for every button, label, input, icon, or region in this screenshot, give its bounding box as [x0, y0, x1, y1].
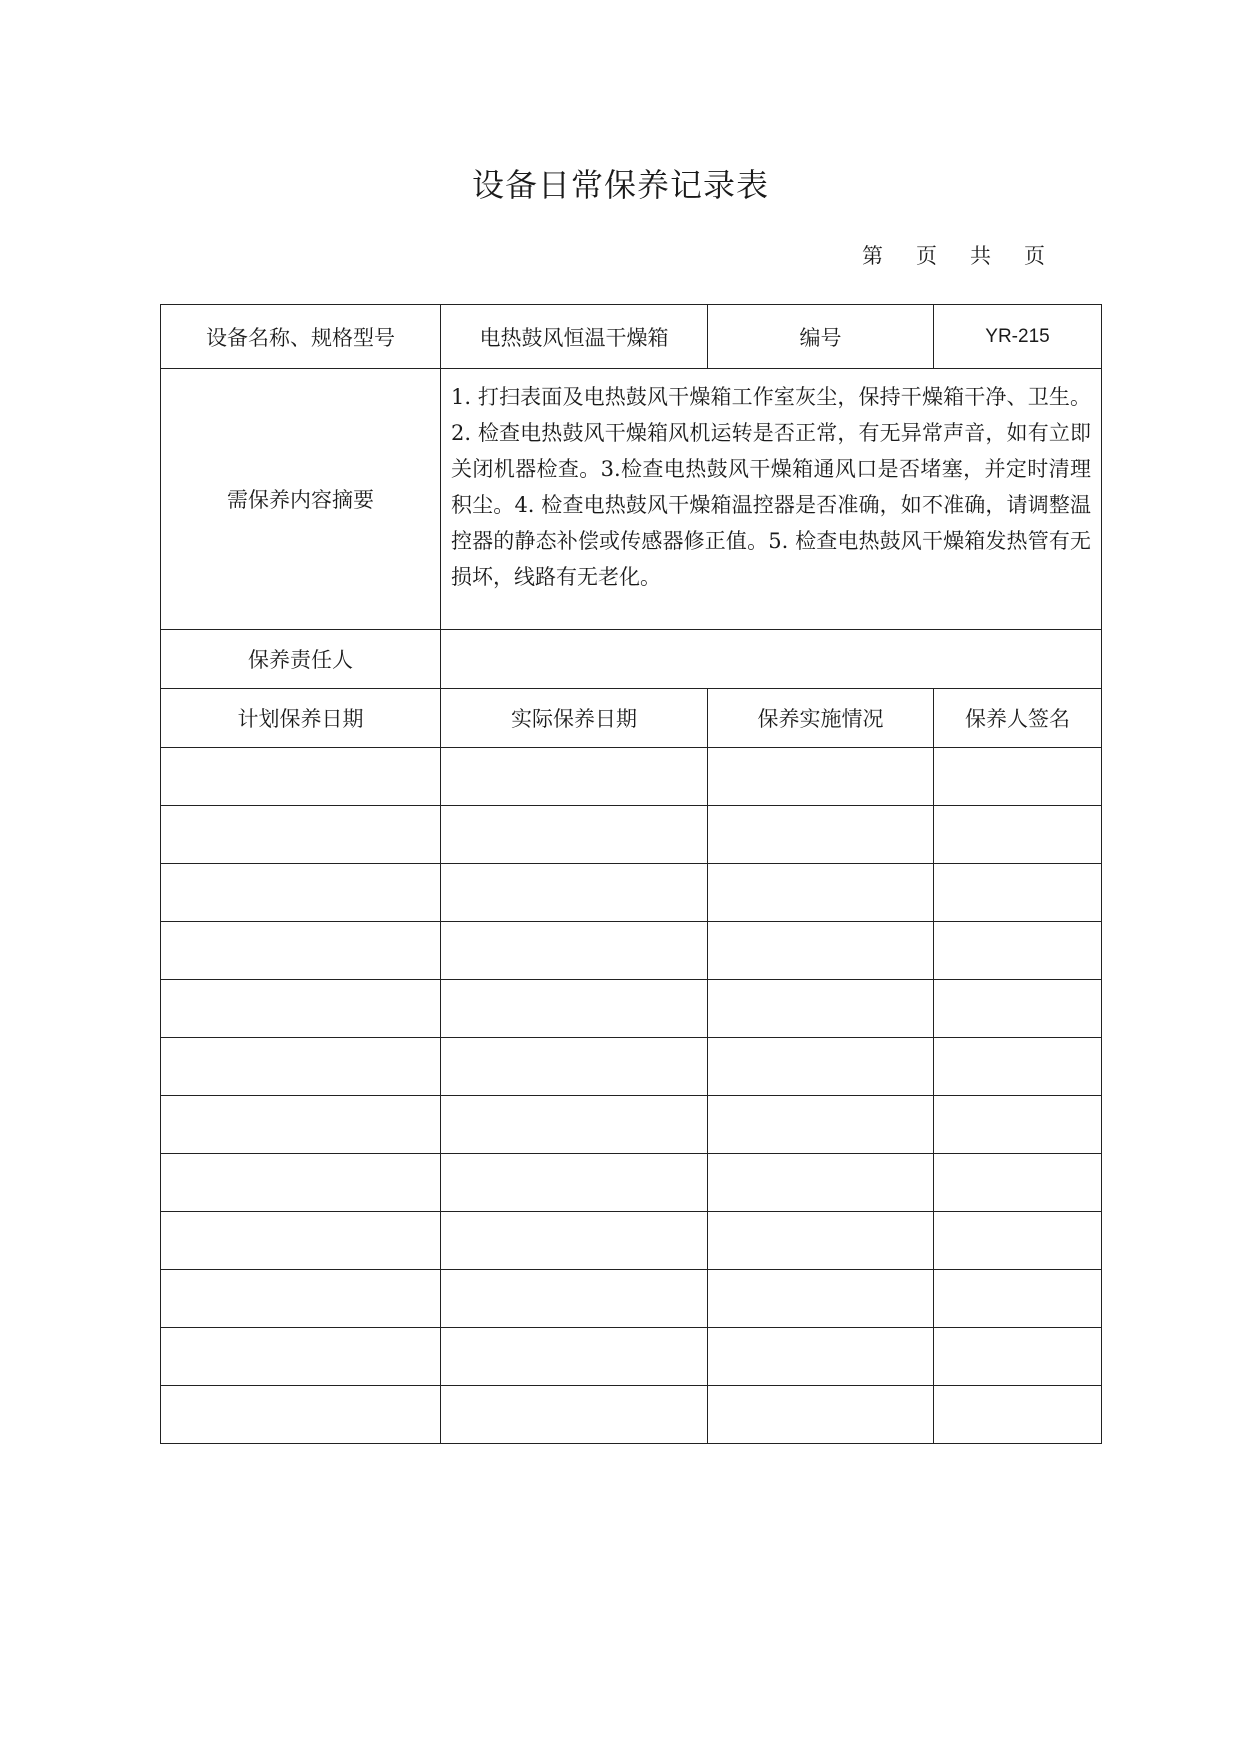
actual-date-cell[interactable]: [441, 1328, 708, 1386]
signature-cell[interactable]: [934, 806, 1102, 864]
page-counter-ye1: 页: [916, 244, 937, 268]
signature-cell[interactable]: [934, 1154, 1102, 1212]
implementation-cell[interactable]: [708, 1328, 934, 1386]
planned-date-cell[interactable]: [161, 1212, 441, 1270]
actual-date-cell[interactable]: [441, 748, 708, 806]
table-row: [161, 1328, 1102, 1386]
implementation-cell[interactable]: [708, 806, 934, 864]
implementation-cell[interactable]: [708, 1386, 934, 1444]
implementation-cell[interactable]: [708, 1038, 934, 1096]
planned-date-cell[interactable]: [161, 864, 441, 922]
planned-date-cell[interactable]: [161, 1270, 441, 1328]
signature-cell[interactable]: [934, 864, 1102, 922]
implementation-cell[interactable]: [708, 1154, 934, 1212]
signature-cell[interactable]: [934, 1212, 1102, 1270]
column-header-row: [161, 689, 1102, 748]
actual-date-cell[interactable]: [441, 1212, 708, 1270]
responsible-label: 保养责任人: [161, 630, 441, 689]
maintenance-record-table: [160, 304, 1102, 1444]
implementation-cell[interactable]: [708, 1096, 934, 1154]
col-actual-date: 实际保养日期: [441, 689, 708, 748]
signature-cell[interactable]: [934, 1386, 1102, 1444]
page-counter: [862, 240, 1045, 270]
summary-label: 需保养内容摘要: [161, 369, 441, 630]
equipment-row: [161, 305, 1102, 369]
col-signature: 保养人签名: [934, 689, 1102, 748]
equipment-label: 设备名称、规格型号: [161, 305, 441, 369]
signature-cell[interactable]: [934, 1096, 1102, 1154]
signature-cell[interactable]: [934, 1270, 1102, 1328]
planned-date-cell[interactable]: [161, 1096, 441, 1154]
code-value[interactable]: YR-215: [934, 305, 1102, 369]
planned-date-cell[interactable]: [161, 1154, 441, 1212]
actual-date-cell[interactable]: [441, 1038, 708, 1096]
table-row: [161, 864, 1102, 922]
page-title: 设备日常保养记录表: [471, 166, 769, 204]
code-label: 编号: [708, 305, 934, 369]
actual-date-cell[interactable]: [441, 922, 708, 980]
planned-date-cell[interactable]: [161, 922, 441, 980]
table-row: [161, 748, 1102, 806]
table-row: [161, 1096, 1102, 1154]
signature-cell[interactable]: [934, 1038, 1102, 1096]
signature-cell[interactable]: [934, 1328, 1102, 1386]
equipment-value[interactable]: 电热鼓风恒温干燥箱: [441, 305, 708, 369]
planned-date-cell[interactable]: [161, 806, 441, 864]
table-row: [161, 1386, 1102, 1444]
actual-date-cell[interactable]: [441, 1386, 708, 1444]
planned-date-cell[interactable]: [161, 1038, 441, 1096]
implementation-cell[interactable]: [708, 1270, 934, 1328]
planned-date-cell[interactable]: [161, 748, 441, 806]
signature-cell[interactable]: [934, 980, 1102, 1038]
implementation-cell[interactable]: [708, 864, 934, 922]
implementation-cell[interactable]: [708, 748, 934, 806]
table-row: [161, 922, 1102, 980]
responsible-value[interactable]: [441, 630, 1102, 689]
table-row: [161, 980, 1102, 1038]
table-row: [161, 1270, 1102, 1328]
actual-date-cell[interactable]: [441, 1270, 708, 1328]
implementation-cell[interactable]: [708, 922, 934, 980]
actual-date-cell[interactable]: [441, 864, 708, 922]
page-counter-di: 第: [862, 244, 883, 268]
table-row: [161, 806, 1102, 864]
actual-date-cell[interactable]: [441, 980, 708, 1038]
actual-date-cell[interactable]: [441, 806, 708, 864]
table-row: [161, 1154, 1102, 1212]
table-row: [161, 1212, 1102, 1270]
summary-row: [161, 369, 1102, 630]
responsible-row: [161, 630, 1102, 689]
implementation-cell[interactable]: [708, 980, 934, 1038]
signature-cell[interactable]: [934, 748, 1102, 806]
table-row: [161, 1038, 1102, 1096]
planned-date-cell[interactable]: [161, 980, 441, 1038]
actual-date-cell[interactable]: [441, 1154, 708, 1212]
col-implementation: 保养实施情况: [708, 689, 934, 748]
implementation-cell[interactable]: [708, 1212, 934, 1270]
col-planned-date: 计划保养日期: [161, 689, 441, 748]
actual-date-cell[interactable]: [441, 1096, 708, 1154]
summary-text[interactable]: 1. 打扫表面及电热鼓风干燥箱工作室灰尘，保持干燥箱干净、卫生。2. 检查电热鼓风干燥箱风机运转是否正常，有无异常声音，如有立即关闭机器检查。3.检查电热鼓风干燥箱通风口是否堵塞，并定时清理积尘。4. 检查电热鼓风干燥箱温控器是否准确，如不准确，请调整温控器的静态补偿或传感器修正值。5. 检查电热鼓风干燥箱发热管有无损坏，线路有无老化。: [441, 369, 1102, 630]
signature-cell[interactable]: [934, 922, 1102, 980]
planned-date-cell[interactable]: [161, 1386, 441, 1444]
planned-date-cell[interactable]: [161, 1328, 441, 1386]
page-counter-gong: 共: [970, 244, 991, 268]
page-counter-ye2: 页: [1024, 244, 1045, 268]
